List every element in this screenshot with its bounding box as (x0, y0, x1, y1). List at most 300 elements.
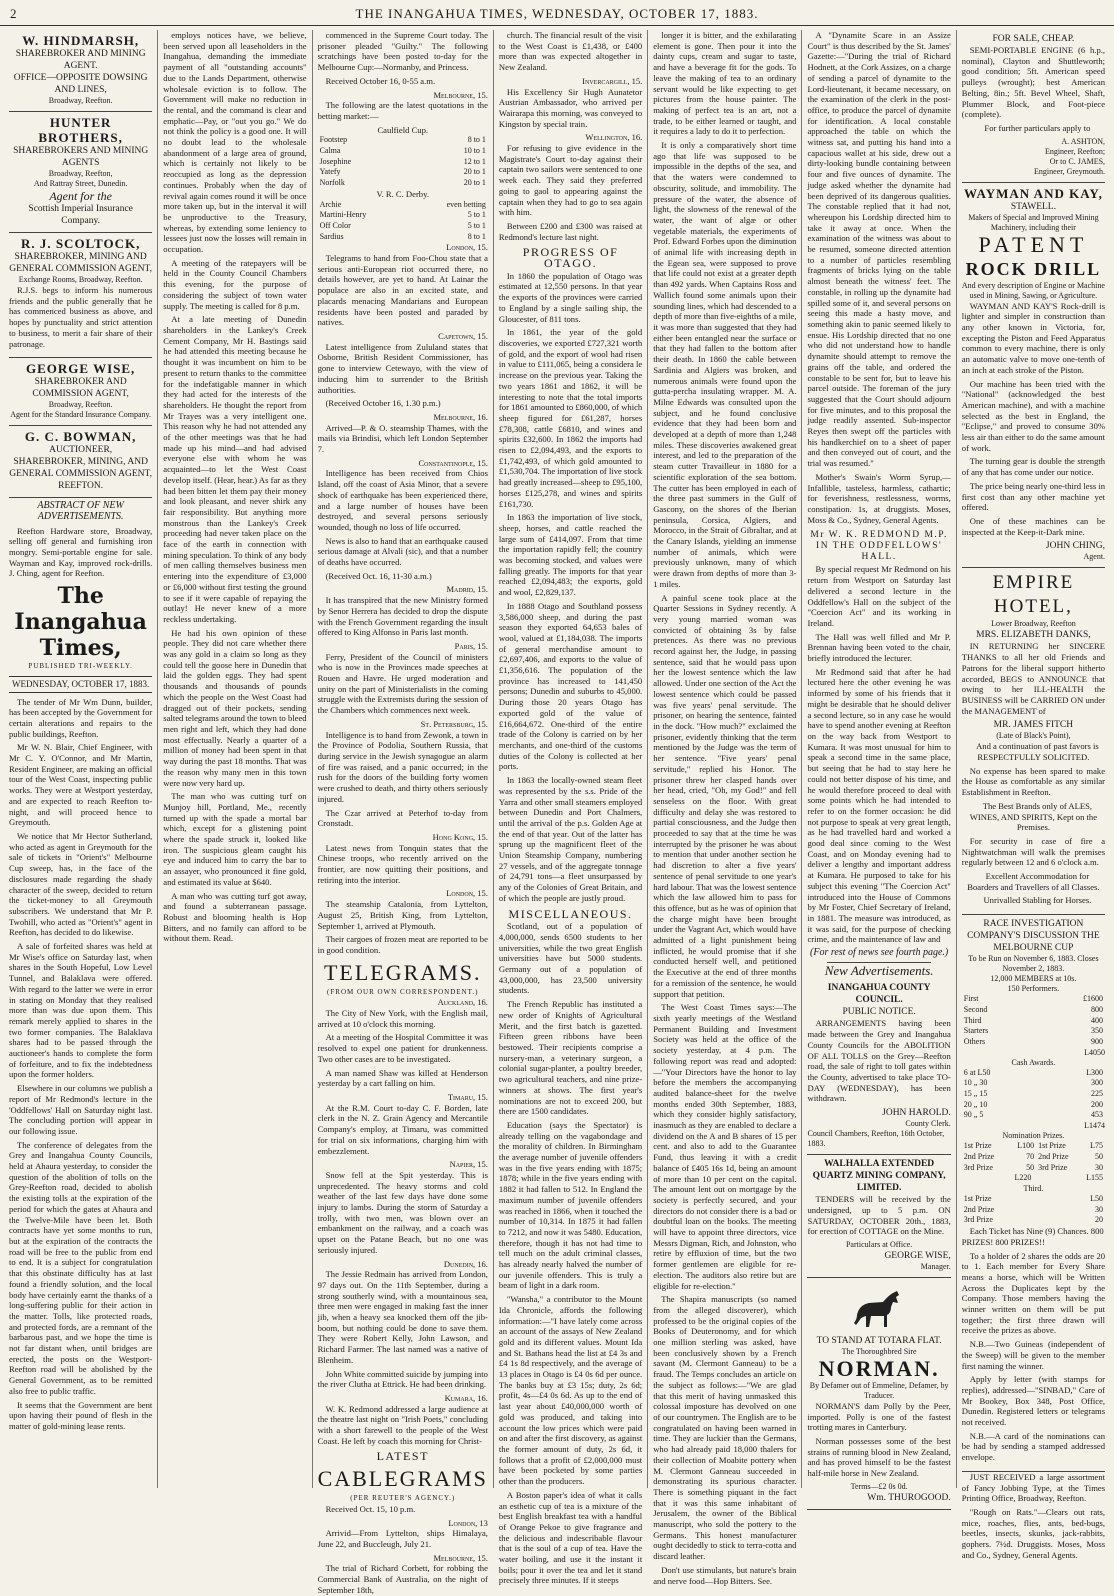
ad-body: No expense has been spared to make the House as comfortable as any similar Establishment in Reefton. (961, 765, 1106, 798)
prize-row-cell: First (963, 994, 979, 1004)
ad-heading: RACE INVESTIGATION COMPANY'S DISCUSSION THE MELBOURNE CUP (967, 919, 1100, 954)
ad-body: JUST RECEIVED a large assortment of Fancy Jobbing Type, at the Times Printing Office, Broadway, Reefton. (961, 1471, 1106, 1504)
news-paragraph: commenced in the Supreme Court today. The prisoner pleaded "Guilty." The following scratchings have been posted to-day for the Melbourne Cup:—Normanby, and Princess. (317, 30, 488, 73)
betting-table (318, 135, 488, 189)
betting-row (318, 167, 488, 178)
ad-body: "Rough on Rats."—Clears out rats, mice, roaches, flies, ants, bed-bugs, beetles, insects, skunks, jack-rabbits, gophers. 7½d. Druggists. Moses, Moss and Co., Sydney, General Agents. (961, 1506, 1106, 1560)
news-paragraph: The Shapira manuscripts (so named from the alleged discoverer), which professed to be the original copies of the Books of Deuteronomy, and for which one million sterling was asked, have been conclusively shown by a French savant (M. Clermont Ganneau) to be a fraud. The Temps concludes an article on the subject as follows:—"We are glad that this merit of having unmasked this colossal imposture has devolved on one of our countrymen. The English are to be congratulated on having been warned in time. They are luckier than the Germans, who had already paid 18,000 thalers for their collection of Moabite pottery when M. Clermont Ganneau succeeded in demonstrating its spurious character. There is something piquant in the fact that it was this same inhabitant of Jerusalem, the owner of the Biblical manuscript, who sold the pottery to the Germans. This honest manufacturer ought decidedly to stick to terra-cotta and discard leather. (653, 1294, 797, 1562)
prize-row-cell: 350 (1091, 1026, 1104, 1036)
prize-row (962, 1100, 1105, 1111)
dateline-location: Invercargill, 15. (582, 75, 643, 86)
page-number: 2 (10, 6, 18, 21)
prize-row-cell: Second (963, 1004, 988, 1014)
column-2 (158, 30, 312, 1488)
betting-row-cell: Sardius (319, 231, 344, 241)
ad-role: SHAREBROKERS AND MINING AGENTS (13, 146, 149, 168)
news-paragraph: In 1888 Otago and Southland possess 3,586,000 sheep, and during the past season they exported 64,653 bales of wool, valued at £1,184,038. The imports of general merchandise amount to £2,697,406, and exports to the value of £1,356,616. The population of the province has increased to 141,450 persons; Dunedin and suburbs to 45,000. During those 20 years Otago has exported gold of the value of £16,664,672. One-third of the entire trade of the Colony is carried on by her merchants, and one-third of the customs duties of the Colony is collected at her ports. (498, 600, 643, 772)
ad-empire-hotel (962, 568, 1105, 915)
ad-table-heading: Cash Awards. (1011, 1057, 1056, 1067)
prize-row-cell: Others (963, 1036, 986, 1046)
ad-body: SEMI-PORTABLE ENGINE (6 h.p., nominal), Clayton and Shuttleworth; good condition; 5ft. American speed pulleys (wrought); best American Belting, 8in.; 5ft. Bevel Wheel, Shaft, Plummer Block, and Foot-piece (complete). (961, 45, 1106, 120)
dateline-location: Capetown, 15. (438, 330, 488, 341)
ad-heading: WALHALLA EXTENDED QUARTZ MINING COMPANY, LIMITED. (812, 1159, 946, 1194)
betting-row-cell: 5 to 1 (467, 210, 486, 220)
dateline-location: Madrid, 15. (446, 584, 488, 595)
prize-row-cell: L100 (1017, 1141, 1035, 1151)
ad-signature: GEORGE WISE, (884, 1250, 951, 1261)
news-paragraph: His Excellency Sir Hugh Aunatetor Austrian Ambassador, who arrived per Wairarapa this morning, was conveyed to Kingston by special train. (498, 86, 643, 129)
dateline-location: Melbourne, 15. (433, 1552, 488, 1563)
news-paragraph: The City of New York, with the English mail, arrived at 10 o'clock this morning. (317, 1008, 488, 1029)
ad-office: OFFICE—OPPOSITE DOWSING AND LINES, (13, 73, 148, 95)
betting-row (318, 135, 488, 146)
prize-row (962, 1110, 1105, 1121)
news-paragraph: A painful scene took place at the Quarter Sessions in Sydney recently. A very young married woman was convicted of obtaining 3s by false pretences. As there was no previous record against her, the Judge, in passing sentence, said that he would pass upon her the lowest sentence which the law allowed. Under one section of the Act the lowest sentence which could be passed was five years' penal servitude. The prisoner, on hearing the sentence, fainted in the dock. "How much?" exclaimed the prisoner, evidently thinking that the term mentioned by the Judge was the term of her sentence. "Five years' penal servitude," replied his Honor. The prisoner threw her clasped hands over her head, cried, "Oh, my God!" and fell senseless on the floor. With great difficulty and delay she was restored to partial consciousness, and the Judge then proceeded to say that at the time he was interrupted by the prisoner he was about to mention that under another section he had discretion to alter a five years' sentence of penal servitude to one year's hard labour. That was the lowest sentence which the law allowed him to pass for this offence, but as he was of opinion that the charge might have been brought under the Vagrant Act, which would have admitted of a light punishment being inflicted, he would promise that if she conducted herself well, and petitioned the Executive at the end of three months for a remission of the sentence, he would support that petition. (653, 592, 797, 999)
ad-body: The Best Brands only of ALES, WINES, AND SPIRITS, Kept on the Premises. (969, 800, 1098, 833)
ad-address: REEFTON. (58, 481, 104, 492)
prize-row (962, 1141, 1105, 1152)
betting-row (318, 178, 488, 189)
column-1 (4, 30, 158, 1488)
prize-row-cell: Starters (963, 1026, 989, 1036)
dateline-location: Napier, 15. (449, 1159, 488, 1170)
ad-body: The price being nearly one-third less in first cost than any other machine yet offered. (961, 480, 1106, 513)
news-paragraph: A "Dynamite Scare in an Assize Court" is thus described by the St. James' Gazette:—"During the trial of Richard Hodnett, at the Cork Assizes, on a charge of sending a parcel of dynamite to the Lord-lieutenant, it became necessary, on the examination of the clerk in the post-office, to produce the parcel of dynamite for identification. A local constable approached the table on which the witness sat, and putting his hand into a capacious wallet at his side, drew out a dirty-looking bundle containing between four and five ounces of dynamite. The judge asked whether the dynamite had been deprived of its dangerous qualities. The constable replied that it had not, whereupon his Lordship directed him to take it away at once. When the examination of the witness was about to be resumed, someone directed attention to a number of particles resembling fragments of bricks lying on the table almost beneath the witness' feet. The constable, in rolling up the dynamite had spilled some of it, and several persons on seeing this made a hasty move, and something akin to panic seemed likely to ensue. His Lordship directed that no one who did not understand how to handle dynamite should attempt to remove the grains off the table, and ordered the constable to be sent for, but to leave his parcel outside. The foreman of the jury suggested that the Court should adjourn for five minutes, and to this proposal the judge readily assented. Sub-inspector Reyes then swept off the particles with his handkerchief on to a sheet of paper and then conveyed out of court, and the trial was resumed." (807, 30, 951, 469)
betting-row (318, 232, 488, 243)
betting-row (318, 200, 488, 211)
ad-name: WAYMAN AND KAY, (963, 185, 1103, 201)
news-paragraph: It has transpired that the new Ministry formed by Senor Herrera has decided to drop the dispute with the French Government regarding the insult offered to King Alfonso in Paris last month. (317, 595, 488, 638)
prize-row-cell: 1st Prize (1038, 1141, 1066, 1151)
betting-heading: Caulfield Cup. (377, 124, 429, 135)
ad-body: TENDERS will be received by the undersigned, up to 5 p.m. ON SATURDAY, OCTOBER 20th., 1883, for erection of COTTAGE on the Mine. (807, 1194, 951, 1237)
prize-row-cell: 30 (1095, 1204, 1104, 1214)
news-paragraph: Don't use stimulants, but nature's brain and nerve food—Hop Bitters. See. (653, 1564, 797, 1586)
ad-norman-stallion (807, 1278, 950, 1510)
ad-hunter-brothers (9, 112, 152, 233)
dateline-location: Dunedin, 16. (443, 1258, 488, 1269)
ad-agent: Agent for the (49, 189, 112, 203)
ad-subheading: The Thoroughbred Sire (841, 1346, 917, 1356)
betting-row (318, 221, 488, 232)
news-paragraph: Snow fell at the Spit yesterday. This is unprecedented. The heavy storms and cold weather of the last few days have done some injury to lambs. During the storm of Saturday a trolly, with two men, was blown over an embankment on the railway, and a coach was upset on the Patane Beach, but no one was seriously injured. (317, 1169, 488, 1255)
news-paragraph: In 1860 the population of Otago was estimated at 12,550 persons. In that year the exports of the provinces were carried to England by a single sailing ship, the Gloucester, of 811 tons. (498, 270, 643, 324)
news-paragraph: W. K. Redmond addressed a large audience at the theatre last night on "Irish Poets," concluding with a short farewell to the people of the West Coast. He left by coach this morning for Christ- (317, 1403, 488, 1446)
betting-row-cell: Off Color (319, 220, 351, 230)
news-paragraph: In 1863 the locally-owned steam fleet was represented by the s.s. Pride of the Yarra and other small steamers employed between Dunedin and Port Chalmers, until the arrival of the p.s. Golden Age at the end of that year. Out of the latter has sprung up the magnificent fleet of the Union Steamship Company, numbering 27 vessels, and of the aggregate tonnage of 24,791 tons—a fleet unsurpassed by any of the Colonies of Great Britain, and of which the people are justly proud. (498, 775, 643, 903)
news-paragraph: A meeting of the ratepayers will be held in the County Council Chambers this evening, for the purpose of considering the subject of town water supply. The meeting is called for 8 p.m. (163, 257, 307, 311)
betting-row-cell: Archie (319, 199, 342, 209)
prize-total: L155 (1086, 1173, 1104, 1183)
ad-name: R. J. SCOLTOCK, (20, 236, 141, 251)
prize-row (962, 1016, 1105, 1027)
news-paragraph: The Czar arrived at Peterhof to-day from Cronstadt. (317, 807, 488, 829)
news-paragraph: Their cargoes of frozen meat are reported to be in good condition. (317, 934, 488, 955)
news-paragraph: Mr Redmond said that after he had lectured here the other evening he was informed by some of his friends that it might be desirable that he should deliver a second lecture, so in any case he would have to spend another evening at Reefton on the way back from Westport to Kumara. It was most unusual for him to speak a second time in the same place, but seeing that he had to stay here he could not better dispose of his time, and he would therefore proceed to deal with some points which he had intended to refer to on the former occasion: he did not purpose to speak at very great length, as he had travelled hard and worked a good deal since coming to the West Coast, and on Monday evening had to deliver a lengthy and important address at Kumara. He purposed to take for his subject this evening "The Coercion Act" introduced into the House of Commons by Mr Foster, Chief Secretary of Ireland, in 1881. The measure was introduced, as it was said, for the purpose of checking crime, and the maintenance of law and (807, 666, 951, 945)
prize-row (962, 1026, 1105, 1037)
dateline: WEDNESDAY, OCTOBER 17, 1883. (9, 676, 152, 693)
ad-table-heading: Nomination Prizes. (1002, 1131, 1065, 1141)
ad-signature: JOHN CHING, (1045, 541, 1106, 552)
ad-address: And Rattray Street, Dunedin. (33, 179, 128, 188)
news-paragraph: A Boston paper's idea of what it calls an esthetic cup of tea is a mixture of the best English breakfast tea with a handful of Orange Pekoe to give fragrance and the delicious and indescribable flavour that is the soul of a cup of tea. Have the water boiling, and use it the instant it boils; pour it over the tea and let it stand precisely three minutes. If it steeps (498, 1489, 643, 1586)
ad-county-council-notice (807, 979, 950, 1155)
news-paragraph: (Received Oct. 16, 11-30 a.m.) (325, 570, 432, 581)
prize-row-cell: 300 (1091, 1078, 1104, 1088)
betting-row-cell: 8 to 1 (467, 135, 486, 145)
ad-address: Broadway, Reefton, (48, 169, 113, 178)
news-paragraph: By special request Mr Redmond on his return from Westport on Saturday last delivered a second lecture in the Oddfellow's Hall on the subject of the "Coercion Act" and its working in Ireland. (807, 564, 951, 628)
masthead: The Inangahua Times, (14, 583, 147, 662)
news-paragraph: Mr W. N. Blair, Chief Engineer, with Mr C. Y. O'Connor, and Mr Martin, Resident Engineer, are making an official tour of the West Coast, inspecting public works. They were at Westport yesterday, and are expected to reach Reefton to-night, and will proceed hence to Greymouth. (9, 742, 153, 828)
ad-signature-role: Agent. (1083, 552, 1106, 562)
column-7 (957, 30, 1110, 1560)
dateline-location: London, 15. (446, 888, 488, 899)
prize-row-cell: 50 (1026, 1162, 1035, 1172)
prize-row-cell: 200 (1091, 1099, 1104, 1109)
prize-row (962, 1205, 1105, 1216)
prize-table (962, 994, 1105, 1048)
section-heading-latest: LATEST (376, 1449, 429, 1464)
news-paragraph: (Received October 16, 1.30 p.m.) (325, 398, 441, 409)
column-4 (494, 30, 648, 1586)
ad-signature-role: County Clerk. (905, 1119, 951, 1129)
betting-row (318, 146, 488, 157)
ad-race-investigation (962, 915, 1105, 1472)
ad-members: 12,000 MEMBERS at 10s. (990, 974, 1077, 984)
ad-role: SHAREBROKER, MINING AND GENERAL COMMISSION AGENT, (9, 252, 153, 274)
ad-note: Particulars at Office. (845, 1239, 913, 1249)
news-paragraph: The conference of delegates from the Grey and Inangahua County Councils, held at Ahaura yesterday, to consider the question of the abolition of tolls on the Grey-Reefton road, decided to abolish the existing tolls at the expiration of the period for which the gates at Ahaura and the Twelve-Mile have been let. Both contracts have yet some months to run, but at the expiration of the contracts the road will be free to the public from end to end. It is a subject for congratulation that this obstinate difficulty has at last found a friendly solution, and the local body have certainly earnt the thanks of a long-suffering public for their action in the matter. Tolls, like protected roads, and protected fords, are a remnant of the barbarous past, and we hope the time is not far distant when, until bridges are erected, the posts on the Westport-Reefton road will be abolished by the General Government, as to be remitted also free to public traffic. (9, 1139, 153, 1396)
ad-role: AUCTIONEER, (49, 445, 113, 456)
ad-body: Each Ticket has Nine (9) Chances. 800 PRIZES! 800 PRIZES!! (961, 1226, 1104, 1247)
news-paragraph: In 1863 the importation of live stock, sheep, horses, and cattle reached the large sum of £414,097. From that time the importation rapidly fell; the country was becoming stocked, and values were falling greatly. The imports for that year reached £2,094,483; the exports, gold and wool, £2,829,137. (498, 512, 643, 598)
news-paragraph: The West Coast Times says:—The sixth yearly meetings of the Westland Permanent Building and Investment Society was held at the office of the society yesterday, at 4 p.m. The following report was read and adopted:—"Your Directors have the honor to lay before the members the accompanying audited balance-sheet for the twelve months ended 30th September, 1883, which they consider highly satisfactory, inasmuch as they are enabled to declare a dividend on the A and B shares of 15 per cent. and also to add to the Guarantee Fund, thus leaving it with a credit balance of £405 16s 1d, being an amount of more than 10 per cent on the capital. The amount lent out on mortgage by the society is perfectly secured, and your directors do not consider there is a bad or doubtful loan on the books. The meeting will have to appoint three directors, vice Messrs Digman, Rich, and Johnston, who retire by effluxion of time, but the two former gentlemen are eligible for re-election. The auditors also retire but are eligible for re-election." (653, 1002, 797, 1291)
news-paragraph: Scotland, out of a population of 4,000,000, sends 6500 students to her universities, while the two great English universities have but 5000 students. Germany out of a population of 43,000,000, has 23,500 university students. (498, 921, 643, 996)
prize-table (962, 1194, 1105, 1226)
ad-name: W. HINDMARSH, (22, 33, 140, 48)
dateline-location: Auckland, 16. (437, 997, 488, 1008)
section-heading-cablegrams: CABLEGRAMS (317, 1466, 488, 1492)
news-paragraph: Mother's Swain's Worm Syrup,—Infallible, tasteless, harmless, cathartic; for feverishness, restlessness, worms, constipation. 1s, at druggists. Moses, Moss & Co., Sydney, General Agents. (807, 471, 951, 525)
betting-row-cell: 20 to 1 (463, 178, 486, 188)
news-paragraph: At a meeting of the Hospital Committee it was resolved to expel one patient for drunkenness. Two other cases are to be investigated. (317, 1032, 488, 1064)
prize-row-cell: 3rd Prize (1038, 1162, 1068, 1172)
news-paragraph: Arrived—P. & O. steamship Thames, with the mails via Brindisi, which left London September 7. (317, 422, 488, 455)
prize-row-cell: 30 (1095, 1162, 1104, 1172)
ad-body: Makers of Special and Improved Mining Machinery, including their (968, 212, 1099, 232)
hotel-manager: MR. JAMES FITCH (993, 720, 1074, 731)
news-paragraph: News is also to hand that an earthquake caused serious damage at Alvali (sic), and that a number of deaths have occurred. (317, 535, 488, 568)
prize-row-cell: L50 (1090, 1194, 1104, 1203)
ad-signature-role: Engineer, Greymouth. (1034, 166, 1106, 176)
news-paragraph: Between £200 and £300 was raised at Redmond's lecture last night. (498, 220, 643, 242)
prize-row-cell: 453 (1091, 1110, 1104, 1120)
ad-place-date: Council Chambers, Reefton, 16th October, 1883. (807, 1129, 945, 1149)
betting-row (318, 210, 488, 221)
news-paragraph: We notice that Mr Hector Sutherland, who acted as agent in Greymouth for the sale of tickets in "Orient's" Melbourne Cup sweep, has, in the face of the disclosures made regarding the shady character of the sweep, decided to return the ticket-money to all Greymouth subscribers. We understand that Mr P. Twohill, who acted as "Orient's" agent in Reefton, has decided to do likewise. (9, 830, 153, 938)
ad-rock-drill: ROCK DRILL (965, 258, 1102, 279)
news-paragraph: John White committed suicide by jumping into the river Clutha at Ettrick. He had been drinking. (317, 1368, 488, 1390)
prize-row (962, 1163, 1105, 1174)
prize-row-cell: 3rd Prize (963, 1162, 993, 1172)
published-note: PUBLISHED TRI-WEEKLY. (28, 662, 133, 671)
dateline-location: Timaru, 15. (447, 1091, 488, 1102)
news-paragraph: The man who was cutting turf on Munjoy hill, Portland, Me., recently turned up with the spade a mortal bar which, except for a glistening point where the spade struck it, looked like iron. The suspicious gleam caught his eye and induced him to carry the bar to an assayer, who pronounced it fine gold, and estimated its value at $640. (163, 791, 307, 887)
section-heading-redmond-lecture: Mr W. K. REDMOND M.P. IN THE ODDFELLOWS' HALL. (810, 530, 948, 562)
news-paragraph: At the R.M. Court to-day C. F. Borden, late clerk in the N. Z. Grain Agency and Mercantile Company's employ, at Timaru, was committed for trial on six informations, charging him with embezzlement. (317, 1102, 488, 1156)
ad-body: Unrivalled Stabling for Horses. (983, 895, 1092, 906)
prize-row-cell: 20 (1095, 1215, 1104, 1225)
news-paragraph: For refusing to give evidence in the Magistrate's Court to-day against their captain two sailors were sentenced to one week each. They said they preferred going to gaol to appearing against the captain when they had to go to sea again with him. (498, 143, 643, 218)
prize-row-cell: 1st Prize (963, 1141, 992, 1151)
betting-row-cell: 10 to 1 (463, 146, 486, 156)
ad-body: Excellent Accommodation for Boarders and Travellers of all Classes. (967, 871, 1100, 892)
section-heading-telegrams: TELEGRAMS. (323, 959, 482, 985)
ad-terms: Terms—£2 0s 0d. (850, 1481, 908, 1491)
betting-row-cell: even betting (446, 199, 486, 209)
news-paragraph: Ferry, President of the Council of ministers who is now in the Provinces made speeches at Rouen and Havre. He urged moderation and unity on the part of Ministerialists in the coming struggle with the Extremists during the session of the Chambers which commences next week. (317, 651, 488, 716)
ad-walhalla (807, 1155, 950, 1278)
news-paragraph: The trial of Richard Corbett, for robbing the Commercial Bank of Australia, on the night of September 18th, (317, 1563, 488, 1595)
ad-signature: Or to C. JAMES, (1049, 156, 1106, 166)
ad-role: SHAREBROKER AND MINING AGENT. (15, 49, 146, 71)
betting-row-cell: Footstep (319, 135, 348, 145)
ad-body: And every description of Engine or Machine used in Mining, Sawing, or Agriculture. (961, 280, 1105, 300)
ad-body: Norman possesses some of the best strains of running blood in New Zealand, and has proved himself to be the fastest half-mile horse in New Zealand. (807, 1436, 951, 1479)
dateline-location: St. Petersburg, 15. (420, 718, 488, 729)
news-paragraph: "Wansha," a contributor to the Mount Ida Chronicle, affords the following information:—"I have lately come across an account of the assays of New Zealand gold and its different values. Mount Ida and St. Bathans head the list at £4 3s and £4 1s 8d respectively, and the average of 13 places in Otago is £4 0s 6d per ounce. The banks buy at £3 15s; duty, 2s 6d; profit, 4s—£4 0s 6d. As up to the end of last year about £40,000,000 worth of gold was produced, and taking into account the low prices which were paid on and after the first discovery, as against the former amount of duty, 2s 6d, it follows that a profit of £2,000,000 must have been pocketed by some parties other than the producers. (498, 1294, 643, 1487)
news-paragraph: A man who was cutting turf got away, and found a subterranean passage. Robust and blooming health is Hop Bitters, and no family can afford to be without them. Read. (163, 890, 307, 944)
section-subheading: (FROM OUR OWN CORRESPONDENT.) (327, 987, 479, 996)
ad-scoltock (9, 233, 152, 358)
prize-row-cell: 6 at L50 (963, 1067, 991, 1077)
prize-row (962, 1078, 1105, 1089)
page-header (0, 0, 1114, 26)
news-paragraph: At a late meeting of Dunedin shareholders in the Lankey's Creek Cement Company, Mr H. Bastings said he had attended this meeting because he thought it was incumbent on him to be present to return thanks to the committee for the indefatigable manner in which they had acted for the interests of the shareholders. He thought the report from Mr Trayes was a very intelligent one. This reason why he had not attended any of the other meetings was that he had made up his mind—and had advised everyone else with whom he was acquainted—to let the West Coast develop itself. (Hear, hear.) As far as they had been bitten let them pay their money and look pleasant, and never shirk any fair responsibility. But anything more monstrous than the Lankey's Creek proceeding had never taken place on the face of the earth in connection with mining speculation. To think of any body of men calling themselves business men entering into the expenditure of £3,000 or £6,000 without first testing the ground to see if it were capable of repaying the outlay! He never knew of a more reckless undertaking. (163, 314, 307, 624)
prize-table (962, 1068, 1105, 1122)
ad-body: NORMAN'S dam Polly by the Peer, imported. Polly is one of the fastest trotting mares in Canterbury. (807, 1400, 951, 1433)
prize-row (962, 994, 1105, 1005)
news-paragraph: A sale of forfeited shares was held at Mr Wise's office on Saturday last, when shares in the South Hopeful, Low Level Tunnel, and Balaklava were offered. With regard to the latter we were in error in stating on Monday that they realised more than was due upon them. This remark merely applied to shares in the two former companies. The Balaklava shares had to be passed through the auctioneer's hands to complete the form of forfeiture, and to fix the indebtedness upon the former holders. (9, 941, 153, 1080)
ad-body: To a holder of 2 shares the odds are 20 to 1. Each member for Every Share means a horse, which will be Written Across the Duplicates kept by the Company. Those members having the winner written on them will be put together; the first three drawn will receive the prizes as above. (961, 1250, 1106, 1336)
hotel-manager-note: (Late of Black's Point), (996, 731, 1071, 741)
betting-heading: V. R. C. Derby. (376, 188, 429, 199)
prize-row-cell: 225 (1091, 1089, 1104, 1099)
betting-row-cell: 20 to 1 (463, 167, 486, 177)
section-heading-new-advertisements: New Advertisements. (824, 962, 934, 978)
betting-row-cell: Norfolk (319, 178, 345, 188)
ad-engine-for-sale (962, 30, 1105, 183)
column-5 (648, 30, 802, 1586)
prize-table (962, 1141, 1105, 1173)
ad-body: ARRANGEMENTS having been made between the Grey and Inangahua County Councils for the ABOLITION OF ALL TOLLS on the Grey—Reefton road, the sale of right to toll gates within the County, advertised to take place TO-DAY (WEDNESDAY), has been withdrawn. (807, 1018, 951, 1104)
prize-row-cell: £1600 (1083, 994, 1104, 1004)
prize-row (962, 1194, 1105, 1205)
horse-icon (849, 1285, 909, 1331)
ad-body: N.B.—A card of the nominations can be had by sending a stamped addressed envelope. (961, 1430, 1106, 1463)
dateline-location: Melbourne, 15. (433, 89, 488, 100)
abstract-heading: ABSTRACT OF NEW ADVERTISEMENTS. (37, 500, 124, 522)
section-heading-progress-otago: PROGRESS OF OTAGO. (522, 245, 619, 271)
ad-bowman (9, 426, 152, 498)
prize-row-cell: 15 „ 15 (963, 1089, 988, 1099)
page-columns (4, 30, 1110, 1595)
ad-heading: TO STAND AT TOTARA FLAT. (816, 1335, 942, 1346)
news-paragraph: The Hall was well filled and Mr P. Brennan having been voted to the chair, briefly introduced the lecturer. (807, 631, 951, 664)
news-paragraph: Elsewhere in our columns we publish a report of Mr Redmond's lecture in the 'Oddfellows' Hall on Saturday night last. The concluding portion will appear in our following issue. (9, 1083, 153, 1136)
prize-row-cell: 3rd Prize (963, 1215, 993, 1225)
prize-row-cell: 1st Prize (963, 1194, 992, 1203)
news-paragraph: The following are the latest quotations in the betting market:— (317, 100, 488, 121)
betting-table (318, 200, 488, 243)
prize-total: L220 (1014, 1173, 1032, 1183)
ad-company: Scottish Imperial Insurance Company. (28, 204, 133, 226)
ad-signature-role: Manager. (920, 1261, 951, 1271)
dateline-location: Melbourne, 16. (433, 411, 488, 422)
betting-row-cell: Martini-Henry (319, 210, 367, 220)
ad-body: One of these machines can be inspected at the Keep-it-Dark mine. (961, 515, 1106, 537)
ad-george-wise (9, 358, 152, 426)
ad-signature: A. ASHTON, (1061, 136, 1106, 146)
prize-row (962, 1005, 1105, 1016)
ad-hindmarsh (9, 30, 152, 112)
prize-row (962, 1037, 1105, 1048)
news-paragraph: It seems that the Government are bent upon having their pound of flesh in the matter of gold-mining lease rents. (9, 1399, 153, 1431)
ad-body: Apply by letter (with stamps for replies), addressed—"SINBAD," Care of Mr Bookey, Box 348, Post Office, Dunedin. Registered letters or telegrams not received. (961, 1374, 1106, 1428)
betting-row-cell: 5 to 1 (467, 220, 486, 230)
dateline-location: London, 13 (448, 1517, 488, 1528)
ad-body: For security in case of fire a Nightwatchman will walk the premises regularly between 12 and 6 o'clock a.m. (961, 835, 1106, 868)
ad-signature-role: Engineer, Reefton; (1044, 146, 1106, 156)
prize-total: L4050 (1084, 1047, 1106, 1057)
prize-row-cell: 2nd Prize (963, 1204, 995, 1214)
news-paragraph: The French Republic has instituted a new order of Knights of Agricultural Merit, and the first batch is gazetted. Fifteen green ribbons have been bestowed. Their recipients comprise a nursery-man, a veterinary surgeon, a colonial sugar-planter, a poultry breeder, two agricultural teachers, and nine prize-winners at shows. The first year's nominations are not to exceed 200, but there are 1500 candidates. (498, 999, 643, 1117)
prize-row-cell: 800 (1091, 1004, 1104, 1014)
prize-row-cell: 2nd Prize (1038, 1151, 1069, 1161)
betting-row-cell: 12 to 1 (463, 156, 486, 166)
ad-body: N.B.—Two Guineas (independent of the Sweep) will be given to the member first naming the winner. (961, 1339, 1106, 1371)
prize-row-cell: 70 (1026, 1151, 1035, 1161)
prize-row-cell: L300 (1086, 1067, 1104, 1077)
ad-table-heading: Third. (1023, 1184, 1044, 1193)
ad-role: SHAREBROKER AND COMMISSION AGENT, (32, 377, 129, 400)
news-paragraph: employs notices have, we believe, been served upon all leaseholders in the Inangahua, demanding the immediate payment of all "outstanding accounts" due to the Lands Department, otherwise wholesale eviction is to follow. The Government will make no reduction in the rental, and the command is clear and emphatic—Pay, or "out you go." We do not think the policy is a good one. It will no doubt lead to the wholesale abandonment of a large area of ground, which is certainly not likely to be reoccupied as long as the depression continues. Probably when the day of revival again comes round it will be once more taken up, but in the interval it will be unproductive to the Treasury, whereas, by extending some leniency to lessees just now the losses will remain in occupation. (163, 30, 307, 255)
ad-table-heading: 150 Performers. (1007, 984, 1060, 994)
ad-body: The turning gear is double the strength of any that has come under our notice. (961, 456, 1106, 478)
prize-row-cell: 900 (1091, 1036, 1104, 1046)
ad-name: HUNTER BROTHERS, (38, 115, 123, 145)
betting-row-cell: Yatefy (319, 167, 341, 177)
news-paragraph: Received Oct. 15, 10 p.m. (325, 1503, 416, 1514)
news-paragraph: Education (says the Spectator) is already telling on the vagabondage and the morality of children. In Birmingham the average number of juvenile offenders was in the five years ending with 1875; 1878; while in the five years ending with 1882 it had fallen to 512. In England the maximum number of juvenile offenders was reached in 1866, when it touched the number of 10,314. In 1875 it had fallen to 7212, and now it was 5480. Education, therefore, though it has not had time to tell much on the adult criminal classes, has already nearly halved the number of our juvenile offenders. This is truly a beam of light in a dark room. (498, 1119, 643, 1291)
continued-note: (For rest of news see fourth page.) (810, 947, 949, 959)
newspaper-title: THE INANGAHUA TIMES, WEDNESDAY, OCTOBER 17, 1883. (355, 6, 759, 21)
dateline-location: Constantinople, 15. (418, 457, 488, 468)
dateline-location: Hong Kong, 15. (432, 831, 488, 842)
dateline-location: Paris, 15. (454, 640, 488, 651)
prize-row-cell: L75 (1090, 1141, 1104, 1151)
prize-total: L1474 (1084, 1121, 1106, 1131)
betting-row-cell: Josephine (319, 156, 352, 166)
horse-pedigree: By Defamer out of Emmeline, Defamer, by Traducer. (809, 1380, 949, 1400)
ad-body: For further particulars apply to (984, 122, 1091, 133)
ad-heading: INANGAHUA COUNTY COUNCIL. (827, 983, 931, 1006)
ad-place: STAWELL. (1010, 201, 1056, 212)
betting-row-cell: 8 to 1 (467, 231, 486, 241)
column-6 (802, 30, 956, 1503)
dateline-location: London, 15. (446, 242, 488, 253)
ad-role: SHAREBROKER, MINING, AND GENERAL COMMISSION AGENT, (9, 457, 153, 480)
ad-body: And a continuation of past favors is RESPECTFULLY SOLICITED. (976, 741, 1099, 763)
prize-row (962, 1152, 1105, 1163)
ad-address: Exchange Rooms, Broadway, Reefton. (18, 275, 143, 284)
ad-name: GEORGE WISE, (25, 361, 136, 377)
news-paragraph: In 1861, the year of the gold discoveries, we exported £727,321 worth of gold, and the export of wool had risen in value to £111,065, being a considera le increase on the previous year. Taking the two years 1861 and 1862, it will be interesting to note that the total imports for 1861 amounted to £860,000, of which sheep figured for £61,287, horses £78,308, cattle £6810, and wines and spirits £32,600. In 1862 the imports had risen to £2,094,493, and the exports to £1,742,493, of which gold amounted to £1,530,704. The importation of live stock had greatly increased—sheep to £95,100, horses £125,278, and wines and spirits £161,730. (498, 327, 643, 509)
news-paragraph: Latest news from Tonquin states that the Chinese troops, who recently arrived on the frontier, are now quitting their positions, and retiring into the interior. (317, 842, 488, 885)
news-paragraph: A man named Shaw was killed at Henderson yesterday by a cart falling on him. (317, 1067, 488, 1089)
ad-subheading: PUBLIC NOTICE. (842, 1007, 916, 1018)
news-paragraph: longer it is bitter, and the exhilarating element is gone. Then pour it into the dainty cups, cream and sugar to taste, and have a beverage fit for the gods. To leave the making of tea to an ordinary servant would be like expecting to get pictures from the house painter. The making of perfect tea is an art, not a trade, to be either learned or taught, and it requires a lady to do it to perfection. (653, 30, 797, 137)
news-paragraph: The steamship Catalonia, from Lyttelton, August 25, British King, from Lyttelton, September 1, arrived at Plymouth. (317, 899, 488, 931)
prize-row-cell: 400 (1091, 1015, 1104, 1025)
ad-subheading: To be Run on November 6, 1883. Closes November 2, 1883. (968, 954, 1099, 974)
column-3 (313, 30, 494, 1595)
ad-address: Broadway, Reefton. (48, 96, 113, 105)
prize-row (962, 1068, 1105, 1079)
ad-address: Broadway, Reefton. (48, 400, 113, 410)
news-paragraph: He had his own opinion of these people. They did not care whether there was any gold in a claim so long as they could tell the goose here in Dunedin that laid the golden eggs. They had spent thousands and thousands of pounds which the people on the West Coast had dragged out of their pockets, sending salted telegrams around the town to bleed men right and left, which they had done most effectually. Nearly a quarter of a million of money had been spent in that way during the past 18 months. That was the reason why many men in this town were now very hard up. (163, 627, 307, 788)
prize-row-cell: 2nd Prize (963, 1151, 995, 1161)
abstract-body: Reefton Hardware store, Broadway, selling off general and furnishing iron mongry. Semi-portable engine for sale. Wayman and Kay, improved rock-drills. J. Ching, agent for Reefton. (9, 525, 153, 579)
hotel-name: EMPIRE HOTEL, (992, 572, 1075, 618)
news-paragraph: Received October 16, 0-55 a.m. (325, 75, 436, 86)
ad-body: Our machine has been tried with the "National" (acknowledged the best American machine), and with a machine selected as the best in England, the "Eclipse," and proved to consume 30% less air than either to do the same amount of work. (961, 378, 1106, 453)
ad-wayman-and-kay (962, 183, 1105, 569)
dateline-location: Wellington, 16. (585, 132, 643, 143)
prize-row-cell: Third (963, 1015, 982, 1025)
news-paragraph: The Jessie Redmain has arrived from London, 97 days out. On the 11th September, during a strong southerly wind, with a mountainous sea, three men were engaged in making fast the inner jib, when a heavy sea knocked them off the jib-boom, but nothing could be done to save them. They were Robert Kelly, John Lawson, and Richard Farmer. The last named was a native of Blenheim. (317, 1269, 488, 1365)
horse-name: NORMAN. (818, 1355, 940, 1381)
ad-patent: PATENT (978, 231, 1089, 257)
news-paragraph: Intelligence has been received from Chios Island, off the coast of Asia Minor, that a severe shock of earthquake has been experienced there, and a large number of houses have been destroyed, and several persons seriously wounded, though no loss of life occurred. (317, 468, 488, 532)
news-paragraph: church. The financial result of the visit to the West Coast is £1,438, or £400 more than was expected altogether in New Zealand. (498, 30, 643, 73)
ad-signature: JOHN HAROLD. (882, 1108, 951, 1119)
betting-row-cell: Calma (319, 146, 341, 156)
prize-row-cell: 50 (1095, 1151, 1104, 1161)
prize-row (962, 1215, 1105, 1226)
prize-row-cell: 20 „ 10 (963, 1099, 988, 1109)
ad-agent: Agent for the Standard Insurance Company. (10, 410, 152, 420)
section-subheading: (PER REUTER'S AGENCY.) (350, 1494, 456, 1503)
prize-table-totals (962, 1173, 1105, 1184)
prize-row-cell: 10 „ 30 (963, 1078, 988, 1088)
ad-signature: Wm. THUROGOOD. (867, 1492, 951, 1503)
prize-row-cell: 90 „ 5 (963, 1110, 984, 1120)
news-paragraph: The tender of Mr Wm Dunn, builder, has been accepted by the Government for certain alterations and repairs to the public buildings, Reefton. (9, 696, 153, 739)
news-paragraph: Intelligence is to hand from Zewonk, a town in the Province of Podolia, Southern Russia, that during service in the Jewish synagogue an alarm of fire was raised, and a panic occurred; in the rush for the doors of the building forty women were crushed to death, and thirty others seriously injured. (317, 729, 488, 804)
ad-name: G. C. BOWMAN, (24, 429, 137, 445)
hotel-address: Lower Broadway, Reefton (991, 619, 1076, 629)
news-paragraph: Latest intelligence from Zululand states that Osborne, British Resident Commissioner, has gone to interview Cetewayo, with the view of inducing him to surrender to the British authorities. (317, 341, 488, 395)
ad-body: IN RETURNING her SINCERE THANKS to all her old Friends and Patrons for the liberal support hitherto accorded, BEGS to ANNOUNCE that owing to her ILL-HEALTH the BUSINESS will be CARRIED ON under the MANAGEMENT of (961, 641, 1106, 716)
news-paragraph: It is only a comparatively short time ago that life was supposed to be impossible in the depths of the sea, and that the waters were condemned to obscurity, solitude, and immobility. The pressure of the water, the absence of light, the slowness of the renewal of the water, the want of algæ or other vegetable materials, the experiments of Prof. Edward Forbes upon the diminution of animal life with increasing depth in the Egean sea, were supposed to prove that life could not exist at a greater depth than 492 yards. When Captains Ross and Wallich found some animals upon their sounding lines, which had descended to a depth of more than five-eighths of a mile, it was more than suggested that they had either been entangled near the surface or that they had fallen to the bottom after their death. In 1860 the cable between Sardinia and Algiers was broken, and numerous animals were found upon the gutta-percha insulating wrapper. M. A. Milne Edwards was consulted upon the subject, and he found conclusive evidence that they had been born and developed at a depth of more than 1,248 miles. These discoveries awakened great interest, and led to the preparation of the steam cutter Travailleur in 1880 for a scientific exploration of the sea bottom. The cutter has been employed in each of the three past summers in the Gulf of Gascony, on the shores of the Iberian peninsula, Corsica, Algiers, and Morocco, in the Strait of Gibraltar, and at the Canary Islands, yielding an immense number of animals, which were previously unknown, many of which were drawn from depths of more than 3-1 miles. (653, 140, 797, 589)
ad-heading: FOR SALE, CHEAP. (992, 34, 1075, 44)
section-heading-miscellaneous: MISCELLANEOUS. (508, 906, 633, 921)
dateline-location: Kumara, 16. (444, 1392, 488, 1403)
ad-body: R.J.S. begs to inform his numerous friends and the public generally that he has commenced business as above, and hopes by punctuality and strict attention to business, to merit a fair share of their patronage. (9, 285, 153, 349)
news-paragraph: Arrivid—From Lyttelton, ships Himalaya, June 22, and Buccleugh, July 21. (317, 1528, 488, 1549)
